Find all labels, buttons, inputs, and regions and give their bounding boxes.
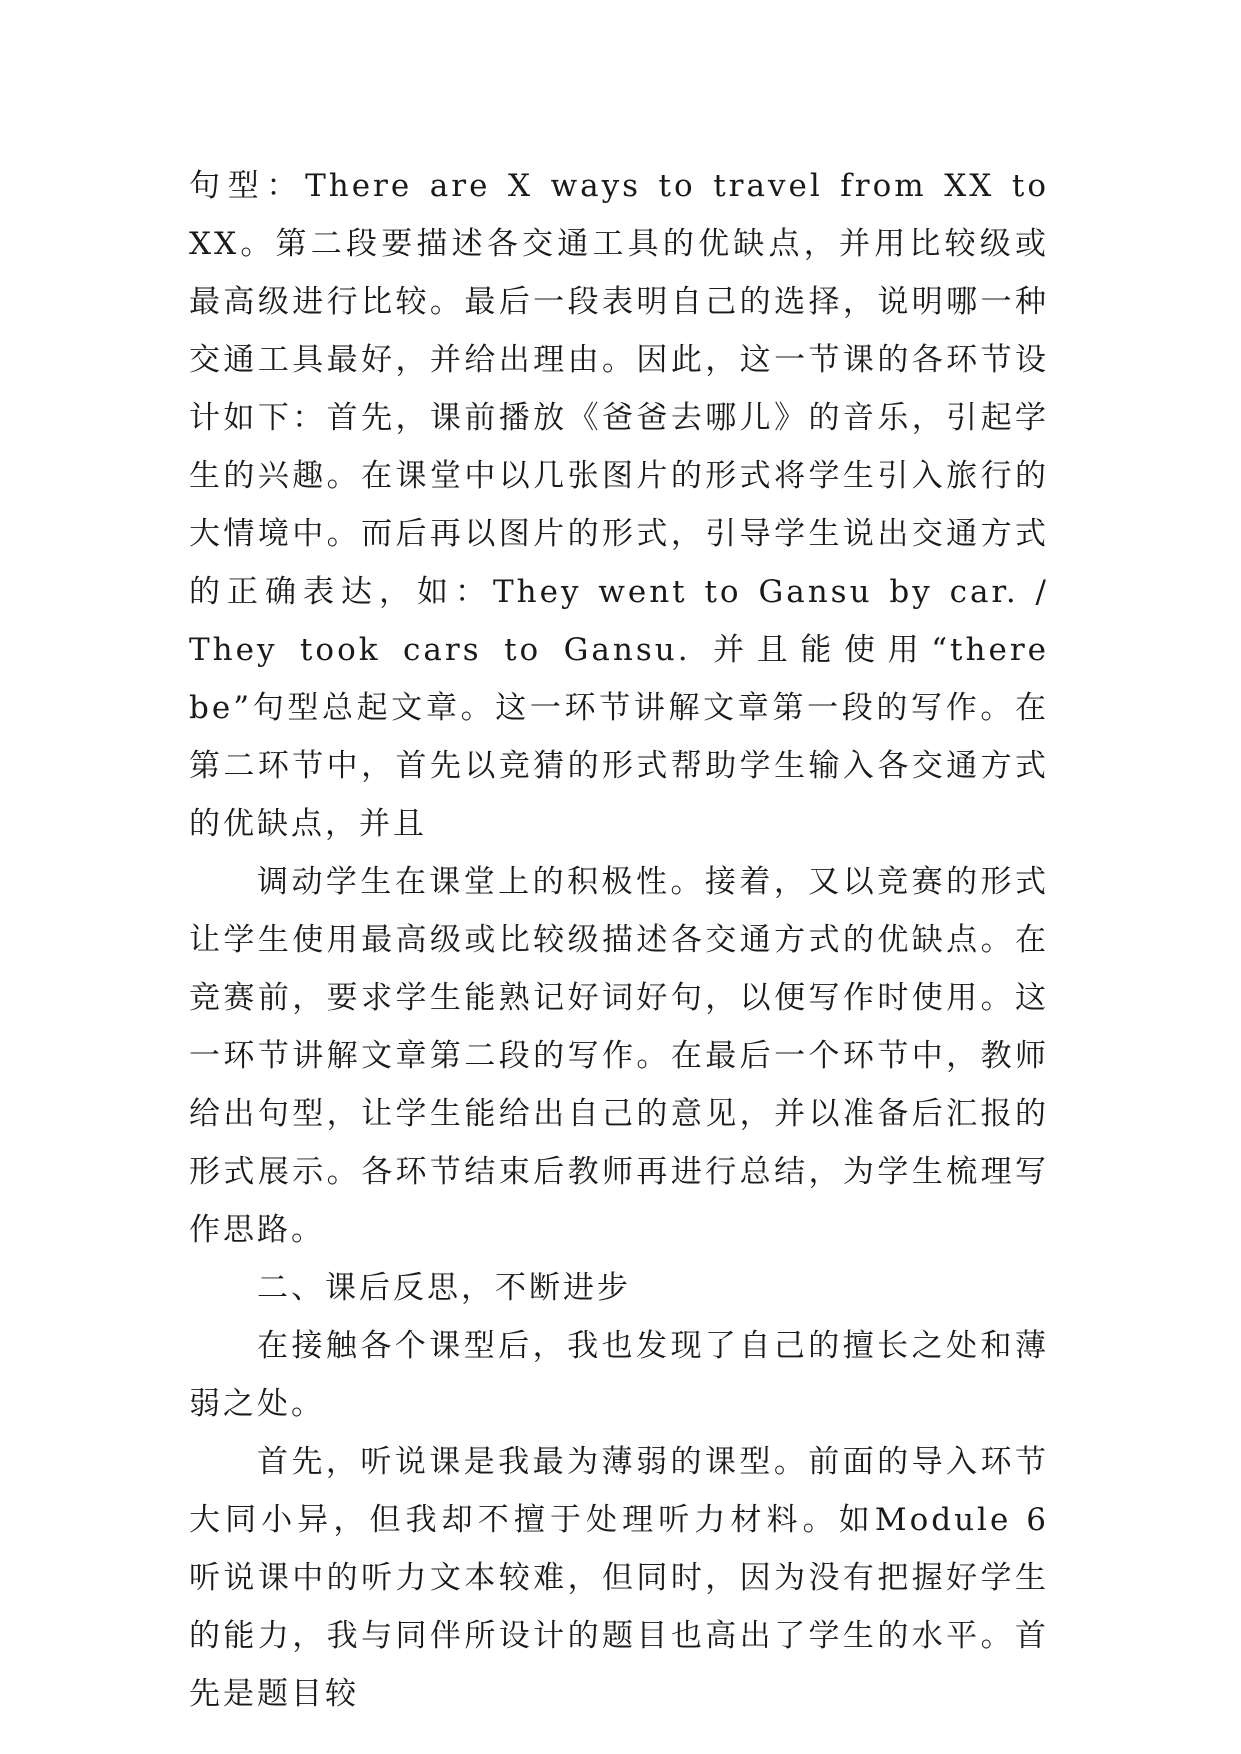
document-body: [189, 157, 1049, 1723]
paragraph-2: 调动学生在课堂上的积极性。接着，又以竞赛的形式让学生使用最高级或比较级描述各交通方式的优缺点。在竞赛前，要求学生能熟记好词好句，以便写作时使用。这一环节讲解文章第二段的写作。在最后一个环节中，教师给出句型，让学生能给出自己的意见，并以准备后汇报的形式展示。各环节结束后教师再进行总结，为学生梳理写作思路。: [189, 864, 1049, 1248]
section-heading: 二、课后反思，不断进步: [257, 1270, 631, 1306]
paragraph-4: 首先，听说课是我最为薄弱的课型。前面的导入环节大同小异，但我却不擅于处理听力材料。如Module 6 听说课中的听力文本较难，但同时，因为没有把握好学生的能力，我与同伴所设计的题目也高出了学生的水平。首先是题目较: [189, 1444, 1049, 1712]
paragraph-3: 在接触各个课型后，我也发现了自己的擅长之处和薄弱之处。: [189, 1328, 1049, 1422]
paragraph-1: 句型：There are X ways to travel from XX to XX。第二段要描述各交通工具的优缺点，并用比较级或最高级进行比较。最后一段表明自己的选择，说明哪一种交通工具最好，并给出理由。因此，这一节课的各环节设计如下：首先，课前播放《爸爸去哪儿》的音乐，引起学生的兴趣。在课堂中以几张图片的形式将学生引入旅行的大情境中。而后再以图片的形式，引导学生说出交通方式的正确表达，如：They went to Gansu by car. / They took cars to Gansu. 并且能使用“there be”句型总起文章。这一环节讲解文章第一段的写作。在第二环节中，首先以竞猜的形式帮助学生输入各交通方式的优缺点，并且: [189, 168, 1049, 842]
